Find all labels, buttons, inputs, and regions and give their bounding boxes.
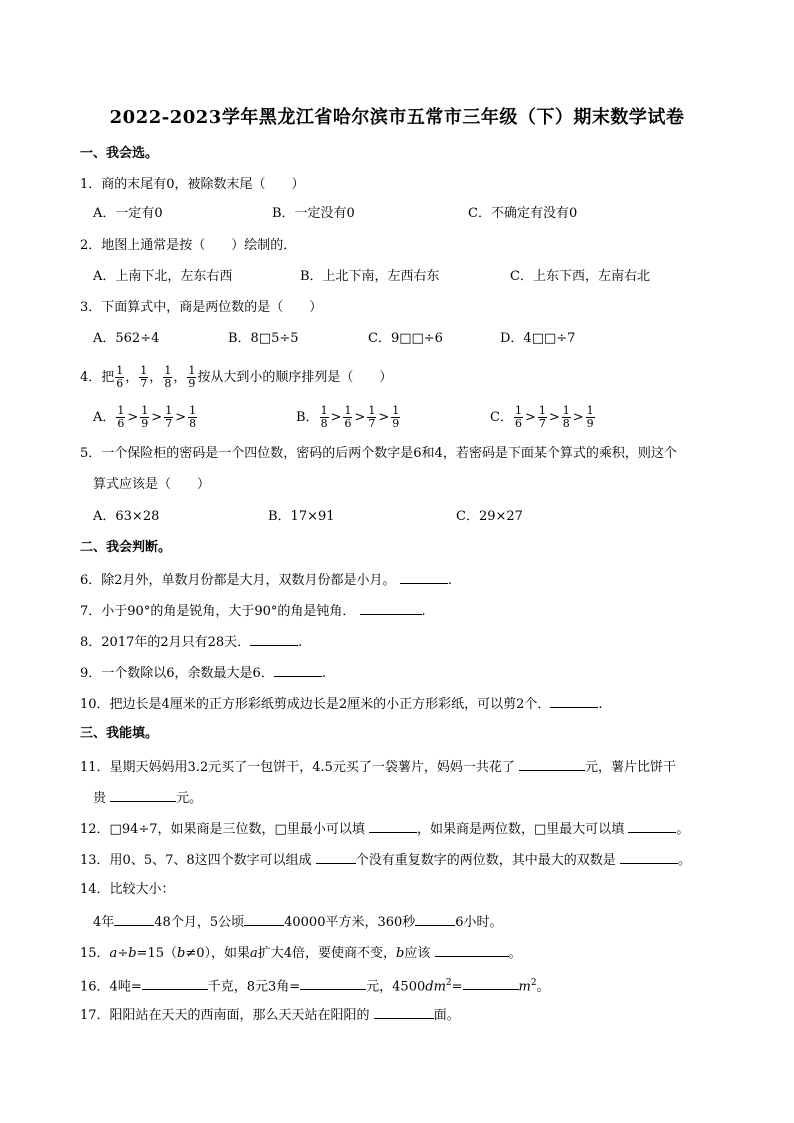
question-14-cont: 4年 48个月，5公顷 40000平方米，360秒 6小时。 [93,911,503,933]
q9-answer-blank[interactable] [274,662,322,677]
question-11-cont: 贵 元。 [93,787,202,809]
question-11: 11．星期天妈妈用3.2元买了一包饼干，4.5元买了一袋薯片，妈妈一共花了 元，薯片比饼干 [80,756,676,778]
q11-answer-blank-2[interactable] [110,787,176,802]
exam-title: 2022-2023学年黑龙江省哈尔滨市五常市三年级（下）期末数学试卷 [109,107,685,128]
q2-option-a: A．上南下北，左东右西 [93,269,233,284]
question-14: 14．比较大小： [80,882,175,897]
question-3: 3．下面算式中，商是两位数的是（ ） [80,300,323,315]
q1-option-b: B．一定没有0 [272,206,355,221]
section-3-heading: 三、我能填。 [80,726,159,741]
q3-option-c: C．9□□÷6 [368,331,443,346]
q4-fraction-2: $\frac{1}{7}$ [140,364,148,390]
question-13: 13．用0、5、7、8这四个数字可以组成 个没有重复数字的两位数，其中最大的双数是 。 [80,849,691,871]
question-15: 15．a÷b=15（b≠0），如果a扩大4倍，要使商不变，b应该 。 [80,942,522,964]
q8-answer-blank[interactable] [250,631,298,646]
question-9: 9．一个数除以6，余数最大是6． . [80,662,326,684]
q3-option-d: D．4□□÷7 [500,331,576,346]
q5-option-b: B．17×91 [268,509,335,524]
q14-answer-blank-1[interactable] [114,911,154,926]
q4-option-b: B． $\frac{1}{8}$ > $\frac{1}{6}$ > $\frac{1}{7}$ > $\frac{1}{9}$ [296,404,400,430]
q16-answer-blank-1[interactable] [142,975,208,990]
q5-option-a: A．63×28 [93,509,160,524]
q14-answer-blank-2[interactable] [244,911,284,926]
q3-option-b: B．8□5÷5 [228,331,299,346]
question-5-cont: 算式应该是（ ） [93,477,211,492]
question-12: 12．□94÷7，如果商是三位数，□里最小可以填 ，如果商是两位数，□里最大可以填 。 [80,818,689,840]
question-16: 16．4吨= 千克，8元3角= 元，$4500dm^2= m^2$。 [80,973,550,997]
q7-answer-blank[interactable] [360,600,422,615]
q4-suffix: 按从大到小的顺序排列是（ ） [197,370,393,385]
question-1: 1．商的末尾有0，被除数末尾（ ） [80,177,305,192]
q5-option-c: C．29×27 [456,509,523,524]
q4-option-a: A． $\frac{1}{6}$ > $\frac{1}{9}$ > $\frac{1}{7}$ > $\frac{1}{8}$ [93,404,197,430]
q10-answer-blank[interactable] [550,693,598,708]
q6-answer-blank[interactable] [400,569,448,584]
q16-answer-blank-3[interactable] [463,975,519,990]
q13-answer-blank-2[interactable] [620,849,678,864]
question-4: 4．把 $\frac{1}{6}$ ， $\frac{1}{7}$ ， $\frac{1}{8}$ ， $\frac{1}{9}$ 按从大到小的顺序排列是（ ） [80,364,393,390]
q12-answer-blank-1[interactable] [369,818,417,833]
q4-fraction-3: $\frac{1}{8}$ [164,364,172,390]
q4-prefix: 4．把 [80,370,115,385]
section-2-heading: 二、我会判断。 [80,540,172,555]
section-1-heading: 一、我会选。 [80,146,159,161]
q1-option-c: C．不确定有没有0 [468,206,578,221]
question-6: 6．除2月外，单数月份都是大月，双数月份都是小月。 . [80,569,452,591]
q2-option-b: B．上北下南，左西右东 [300,269,440,284]
question-7: 7．小于90°的角是锐角，大于90°的角是钝角． . [80,600,426,622]
question-10: 10．把边长是4厘米的正方形彩纸剪成边长是2厘米的小正方形彩纸，可以剪2个． . [80,693,603,715]
q4-fraction-4: $\frac{1}{9}$ [188,364,196,390]
question-5: 5．一个保险柜的密码是一个四位数，密码的后两个数字是6和4，若密码是下面某个算式的乘积，则这个 [80,446,677,461]
question-2: 2．地图上通常是按（ ）绘制的． [80,238,297,253]
q4-option-c: C． $\frac{1}{6}$ > $\frac{1}{7}$ > $\frac{1}{8}$ > $\frac{1}{9}$ [490,404,594,430]
q16-answer-blank-2[interactable] [300,975,366,990]
q17-answer-blank[interactable] [374,1004,434,1019]
q14-answer-blank-3[interactable] [415,911,455,926]
q1-option-a: A．一定有0 [93,206,163,221]
q15-answer-blank[interactable] [435,942,509,957]
q12-answer-blank-2[interactable] [628,818,676,833]
q3-option-a: A．562÷4 [93,331,160,346]
q4-fraction-1: $\frac{1}{6}$ [116,364,124,390]
q2-option-c: C．上东下西，左南右北 [510,269,650,284]
q11-answer-blank-1[interactable] [519,756,585,771]
question-17: 17．阳阳站在天天的西南面，那么天天站在阳阳的 面。 [80,1004,460,1026]
q13-answer-blank-1[interactable] [316,849,356,864]
question-8: 8．2017年的2月只有28天． . [80,631,302,653]
